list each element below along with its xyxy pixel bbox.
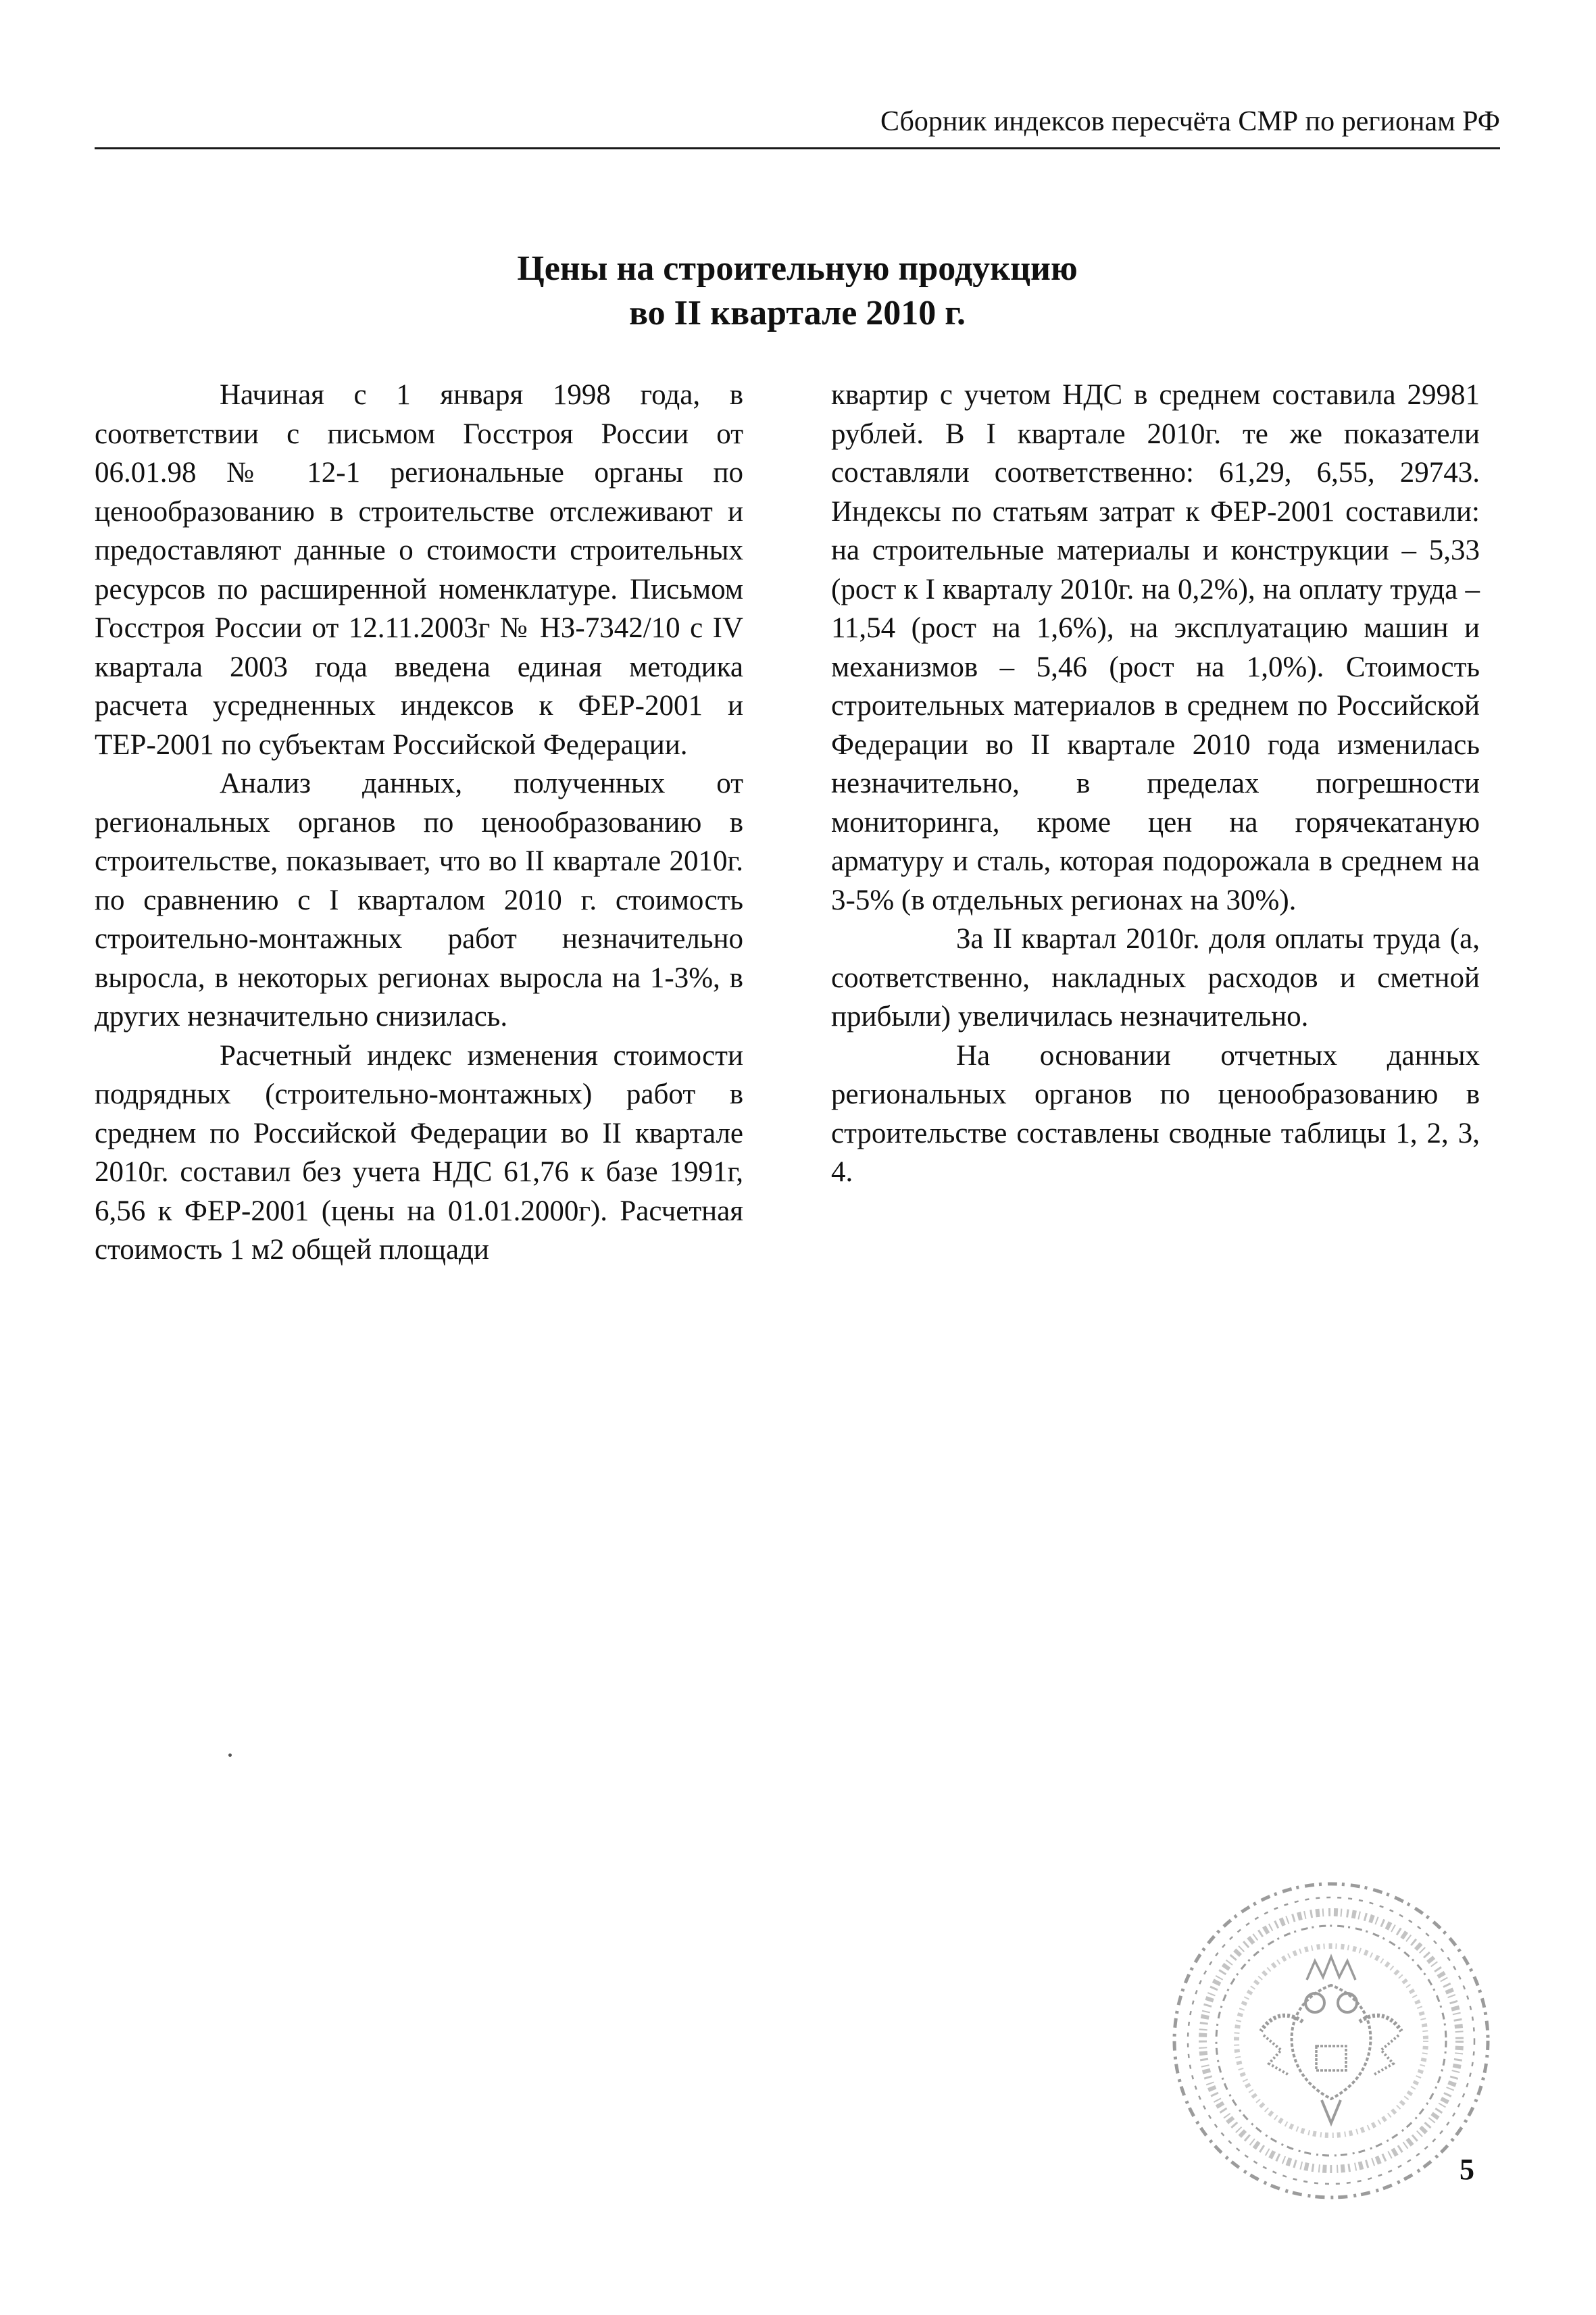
- running-title: Сборник индексов пересчёта СМР по регионам РФ: [880, 106, 1500, 137]
- left-column: [95, 376, 743, 1270]
- title-line-1: Цены на строительную продукцию: [517, 249, 1078, 288]
- right-column: [831, 376, 1480, 1192]
- scan-speck: [228, 1753, 232, 1757]
- paragraph-4: За II квартал 2010г. доля оплаты труда (а, соответственно, накладных расходов и сметной прибыли) увеличилась незначительно.: [831, 923, 1480, 1032]
- paragraph-2: Анализ данных, полученных от региональных органов по ценообразованию в строительстве, показывает, что во II квартале 2010г. по сравнению с I кварталом 2010 г. стоимость строительно-монтажных работ незначительно выросла, в некоторых регионах выросла на 1-3%, в других незначительно снизилась.: [95, 768, 743, 1032]
- official-seal-icon: [1162, 1872, 1500, 2210]
- paragraph-3: Расчетный индекс изменения стоимости подрядных (строительно-монтажных) работ в среднем по Российской Федерации во II квартале 2010г. составил без учета НДС 61,76 к базе 1991г, 6,56 к ФЕР-2001 (цены на 01.01.2000г). Расчетная стоимость 1 м2 общей площади: [95, 1039, 743, 1266]
- document-title: [95, 247, 1500, 336]
- running-header: [95, 100, 1500, 149]
- paragraph-1: Начиная с 1 января 1998 года, в соответствии с письмом Госстроя России от 06.01.98 № 12-1 региональные органы по ценообразованию в строительстве отслеживают и предоставляют данные о стоимости строительных ресурсов по расширенной номенклатуре. Письмом Госстроя России от 12.11.2003г № НЗ-7342/10 с IV квартала 2003 года введена единая методика расчета усредненных индексов к ФЕР-2001 и ТЕР-2001 по субъектам Российской Федерации.: [95, 379, 743, 761]
- paragraph-3-continued: квартир с учетом НДС в среднем составила 29981 рублей. В I квартале 2010г. те же показатели составляли соответственно: 61,29, 6,55, 29743. Индексы по статьям затрат к ФЕР-2001 составили: на строительные материалы и конструкции – 5,33 (рост к I кварталу 2010г. на 0,2%), на оплату труда – 11,54 (рост на 1,6%), на эксплуатацию машин и механизмов – 5,46 (рост на 1,0%). Стоимость строительных материалов в среднем по Российской Федерации во II квартале 2010 года изменилась незначительно, в пределах погрешности мониторинга, кроме цен на горячекатаную арматуру и сталь, которая подорожала в среднем на 3-5% (в отдельных регионах на 30%).: [831, 379, 1480, 916]
- paragraph-5: На основании отчетных данных региональных органов по ценообразованию в строительстве составлены сводные таблицы 1, 2, 3, 4.: [831, 1039, 1480, 1188]
- page-number: 5: [1460, 2153, 1474, 2186]
- title-line-2: во II квартале 2010 г.: [628, 294, 966, 332]
